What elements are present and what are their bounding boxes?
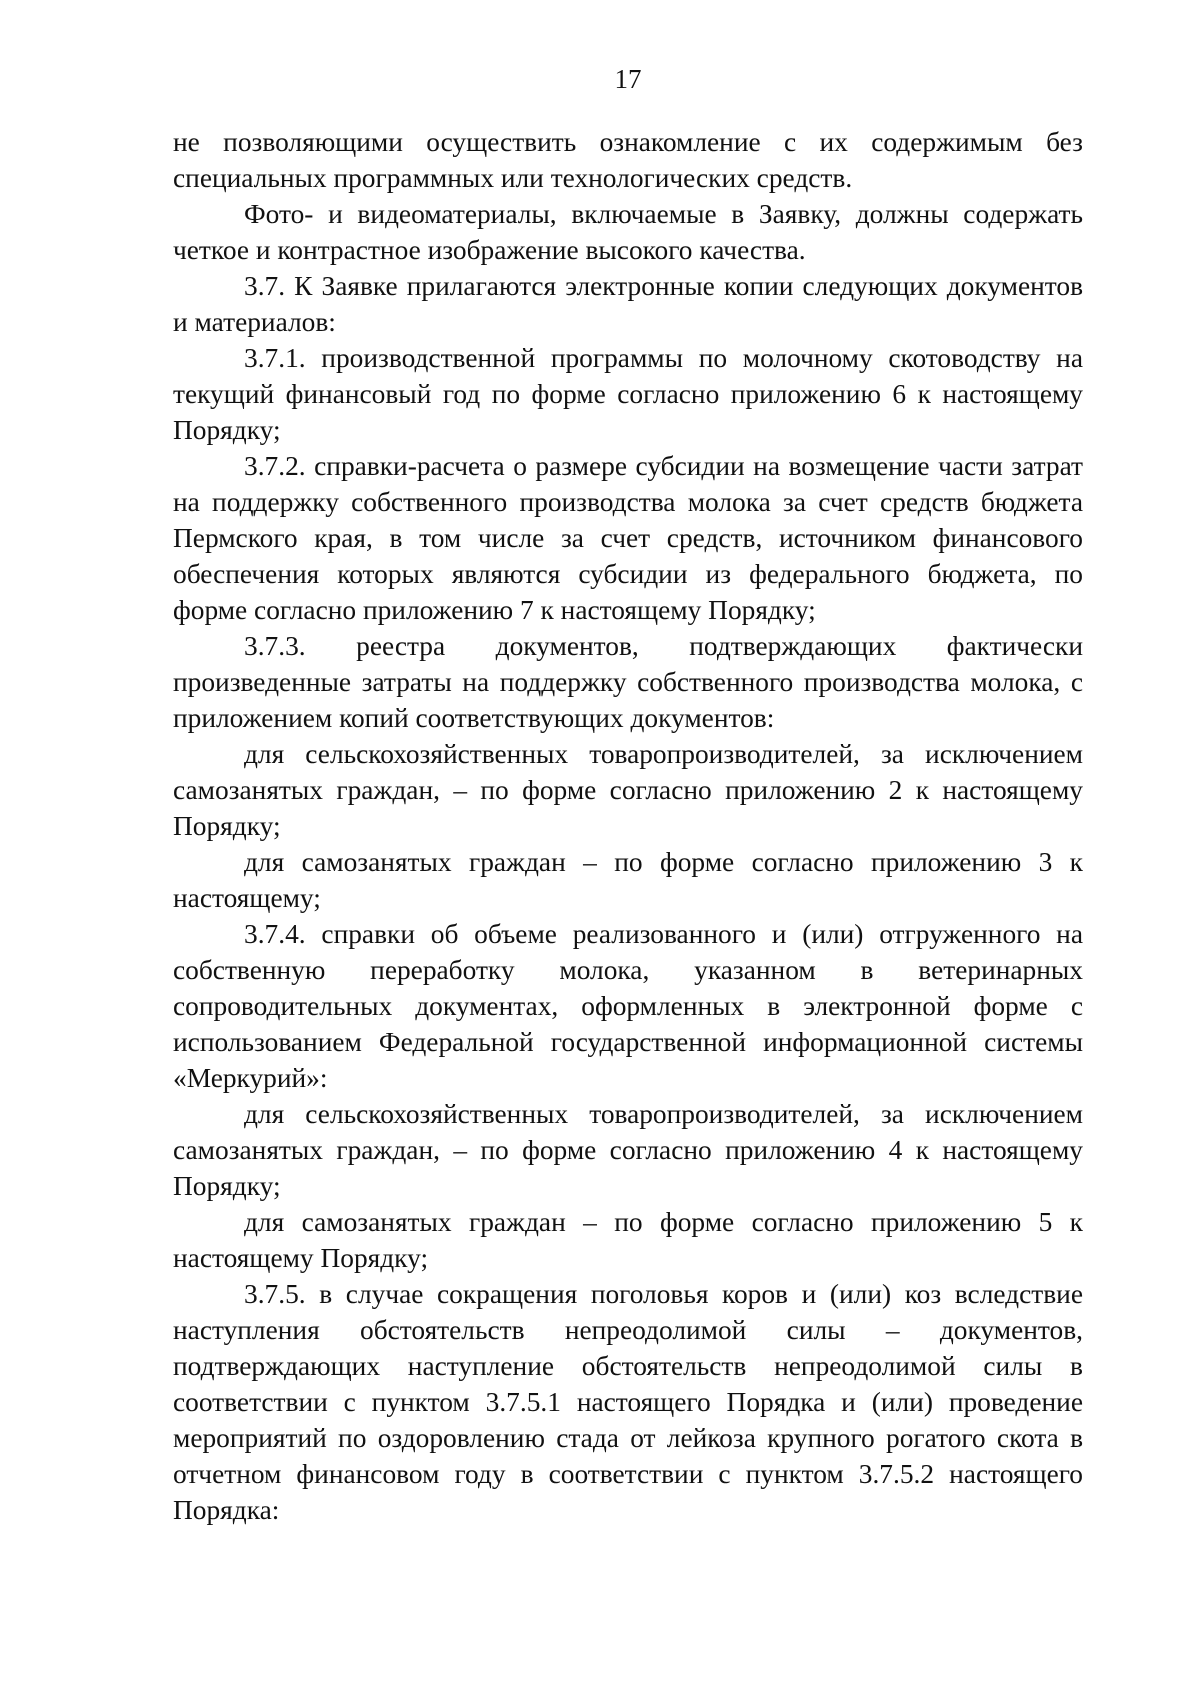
paragraph: для сельскохозяйственных товаропроизводителей, за исключением самозанятых граждан, – по форме согласно приложению 4 к настоящему Порядку;: [173, 1099, 1083, 1201]
paragraph: 3.7.5. в случае сокращения поголовья коров и (или) коз вследствие наступления обстоятельств непреодолимой силы – документов, подтверждающих наступление обстоятельств непреодолимой силы в соответствии с пунктом 3.7.5.1 настоящего Порядка и (или) проведение мероприятий по оздоровлению стада от лейкоза крупного рогатого скота в отчетном финансовом году в соответствии с пунктом 3.7.5.2 настоящего Порядка:: [173, 1279, 1083, 1525]
paragraph: для самозанятых граждан – по форме согласно приложению 5 к настоящему Порядку;: [173, 1207, 1083, 1273]
paragraph: Фото- и видеоматериалы, включаемые в Заявку, должны содержать четкое и контрастное изображение высокого качества.: [173, 199, 1083, 265]
page-number: 17: [614, 64, 642, 94]
paragraph: для сельскохозяйственных товаропроизводителей, за исключением самозанятых граждан, – по форме согласно приложению 2 к настоящему Порядку;: [173, 739, 1083, 841]
paragraph: 3.7.3. реестра документов, подтверждающих фактически произведенные затраты на поддержку собственного производства молока, с приложением копий соответствующих документов:: [173, 631, 1083, 733]
document-body: [173, 124, 1083, 1528]
paragraph: 3.7.4. справки об объеме реализованного и (или) отгруженного на собственную переработку молока, указанном в ветеринарных сопроводительных документах, оформленных в электронной форме с использованием Федеральной государственной информационной системы «Меркурий»:: [173, 919, 1083, 1093]
paragraph: для самозанятых граждан – по форме согласно приложению 3 к настоящему;: [173, 847, 1083, 913]
paragraph: 3.7. К Заявке прилагаются электронные копии следующих документов и материалов:: [173, 271, 1083, 337]
paragraph: не позволяющими осуществить ознакомление с их содержимым без специальных программных или технологических средств.: [173, 127, 1083, 193]
paragraph: 3.7.1. производственной программы по молочному скотоводству на текущий финансовый год по форме согласно приложению 6 к настоящему Порядку;: [173, 343, 1083, 445]
paragraph: 3.7.2. справки-расчета о размере субсидии на возмещение части затрат на поддержку собственного производства молока за счет средств бюджета Пермского края, в том числе за счет средств, источником финансового обеспечения которых являются субсидии из федерального бюджета, по форме согласно приложению 7 к настоящему Порядку;: [173, 451, 1083, 625]
